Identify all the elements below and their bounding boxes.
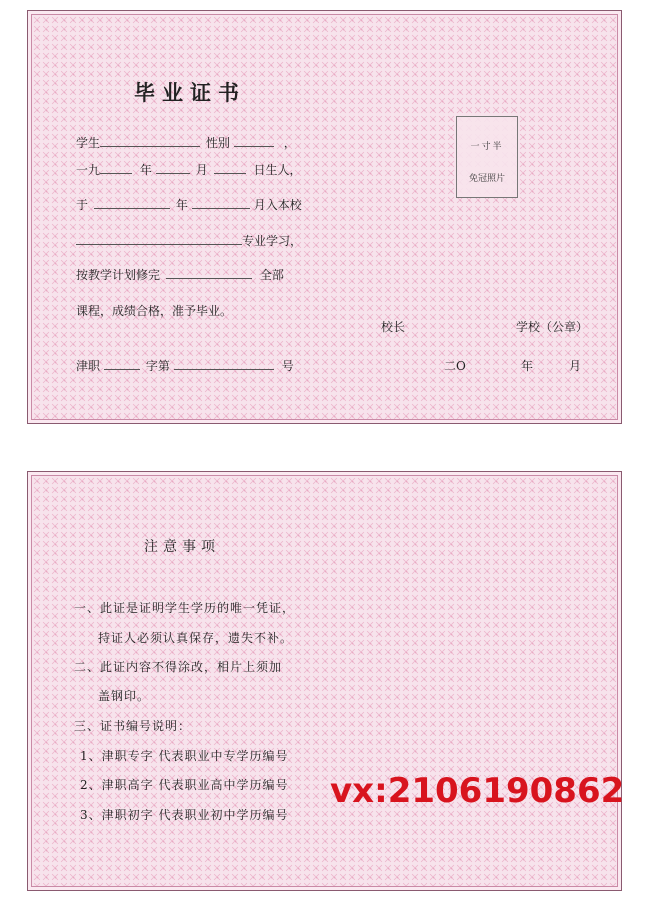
graduation-text: 课程，成绩合格，准予毕业。	[76, 304, 233, 318]
note-item-3: 三、证书编号说明：	[74, 719, 192, 733]
notes-title: 注意事项	[144, 539, 220, 555]
birth-month-blank	[156, 161, 190, 174]
enroll-year-label: 年	[175, 198, 188, 212]
cert-prefix: 津职	[76, 359, 101, 373]
month-label: 月	[195, 163, 208, 177]
gender-label: 性别	[205, 136, 230, 150]
birth-line	[76, 161, 302, 178]
gender-blank	[234, 134, 274, 147]
at-label: 于	[76, 198, 89, 212]
plan-label: 按教学计划修完	[76, 268, 161, 282]
comma: ，	[283, 136, 296, 150]
notes-page	[27, 471, 625, 891]
principal-label: 校长	[381, 320, 406, 334]
student-name-blank	[100, 134, 200, 147]
major-suffix: 专业学习，	[242, 234, 303, 248]
enroll-suffix: 月入本校	[253, 198, 302, 212]
certificate-page	[27, 10, 622, 424]
enroll-line	[76, 196, 302, 213]
note-sub-1: 1、津职专字 代表职业中专学历编号	[80, 749, 289, 763]
photo-desc-label: 免冠照片	[468, 174, 505, 184]
major-line	[76, 232, 302, 249]
cert-number-blank	[174, 357, 274, 370]
major-blank	[76, 232, 242, 245]
birth-suffix: 日生人，	[253, 163, 302, 177]
year-label: 年	[139, 163, 152, 177]
plan-blank	[166, 266, 252, 279]
date-month-label: 月	[569, 359, 582, 373]
note-item-2-line-2: 盖钢印。	[98, 689, 151, 703]
school-seal: 学校（公章）	[516, 320, 589, 334]
student-label: 学生	[76, 136, 101, 150]
all-label: 全部	[259, 268, 284, 282]
year-prefix: 一九	[76, 163, 101, 177]
cert-number-line	[76, 357, 294, 374]
char-label: 字第	[145, 359, 170, 373]
birth-day-blank	[214, 161, 246, 174]
cert-char-blank	[104, 357, 140, 370]
contact-watermark: vx:2106190862	[330, 771, 625, 811]
enroll-year-blank	[94, 196, 170, 209]
note-item-1-line-1: 一、此证是证明学生学历的唯一凭证，	[74, 601, 296, 615]
enroll-month-blank	[192, 196, 250, 209]
birth-year-blank	[100, 161, 132, 174]
note-sub-2: 2、津职高字 代表职业高中学历编号	[80, 778, 289, 792]
note-sub-3: 3、津职初字 代表职业初中学历编号	[80, 808, 289, 822]
plan-line	[76, 266, 284, 283]
photo-box	[456, 116, 518, 198]
note-item-2-line-1: 二、此证内容不得涂改，相片上须加	[74, 660, 283, 674]
photo-size-label: 一寸半	[470, 142, 504, 152]
date-year: 二O	[444, 359, 466, 373]
date-year-label: 年	[521, 359, 534, 373]
number-label: 号	[281, 359, 294, 373]
note-item-1-line-2: 持证人必须认真保存，遗失不补。	[98, 631, 294, 645]
certificate-title: 毕业证书	[134, 80, 246, 105]
student-line	[76, 134, 296, 151]
